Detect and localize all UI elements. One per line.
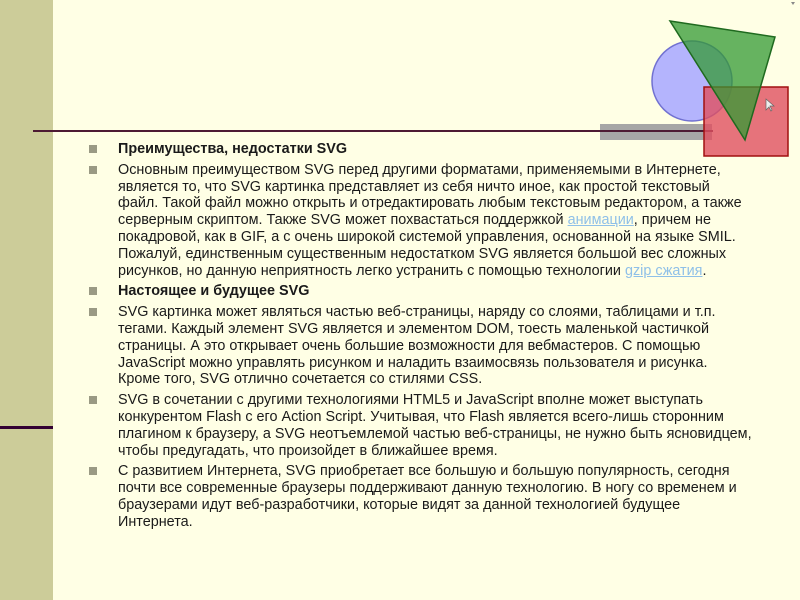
paragraph-text: SVG картинка может являться частью веб-страницы, наряду со слоями, таблицами и т.п. тегами. Каждый элемент SVG является и элементом DOM, тоесть маленькой частичкой страницы. А это открывает очень большие возможности для вебмастеров. С помощью JavaScript можно управлять рисунком и наладить взаимосвязь пользователя и рисунка. Кроме того, SVG отлично сочетается со стилями CSS. — [118, 304, 716, 388]
list-item — [88, 304, 753, 388]
list-item — [88, 392, 753, 459]
gzip-link[interactable]: gzip сжатия — [624, 262, 703, 279]
bullet-icon — [89, 166, 97, 174]
bullet-icon — [89, 308, 97, 316]
bullet-icon — [89, 396, 97, 404]
paragraph-text: Основным преимуществом SVG перед другими форматами, применяемыми в Интернете, является то, что SVG картинка представляет из себя ничто иное, как простой текстовый файл. Такой файл можно открыть и отредактировать любым текстовым редактором, а также серверным скриптом. Также SVG может похвастаться поддержкой — [118, 161, 742, 229]
paragraph-text: , причем не покадровой, как в GIF, а с очень широкой системой управления, основанной на языке SMIL. Пожалуй, единственным существенным недостатком SVG является большой вес сложных рисунков, но данную неприятность легко устранить с помощью технологии — [118, 212, 736, 279]
paragraph-text: SVG в сочетании с другими технологиями HTML5 и JavaScript вполне может выступать конкурентом Flash с его Action Script. Учитывая, что Flash является всего-лишь сторонним плагином к браузеру, а SVG неотъемлемой частью веб-страницы, не нужно быть ясновидцем, чтобы предугадать, что произойдет в ближайшее время. — [118, 392, 752, 459]
animation-link[interactable]: анимации — [567, 212, 634, 229]
slide-content — [88, 141, 753, 535]
corner-mark-icon — [791, 2, 795, 5]
list-item — [88, 162, 753, 280]
bullet-icon — [89, 145, 97, 153]
bullet-icon — [89, 467, 97, 475]
list-item — [88, 463, 753, 530]
section-heading: Настоящее и будущее SVG — [118, 283, 310, 300]
paragraph-text: . — [702, 262, 707, 279]
section-heading: Преимущества, недостатки SVG — [118, 141, 348, 157]
list-item — [88, 141, 753, 158]
paragraph-text: С развитием Интернета, SVG приобретает все большую и большую популярность, сегодня почти все современные браузеры поддерживают данную технологию. В ногу со временем и браузерами идут веб-разработчики, которые видят за данной технологией будущее Интернета. — [118, 463, 737, 530]
list-item — [88, 283, 753, 300]
bullet-icon — [89, 287, 97, 295]
